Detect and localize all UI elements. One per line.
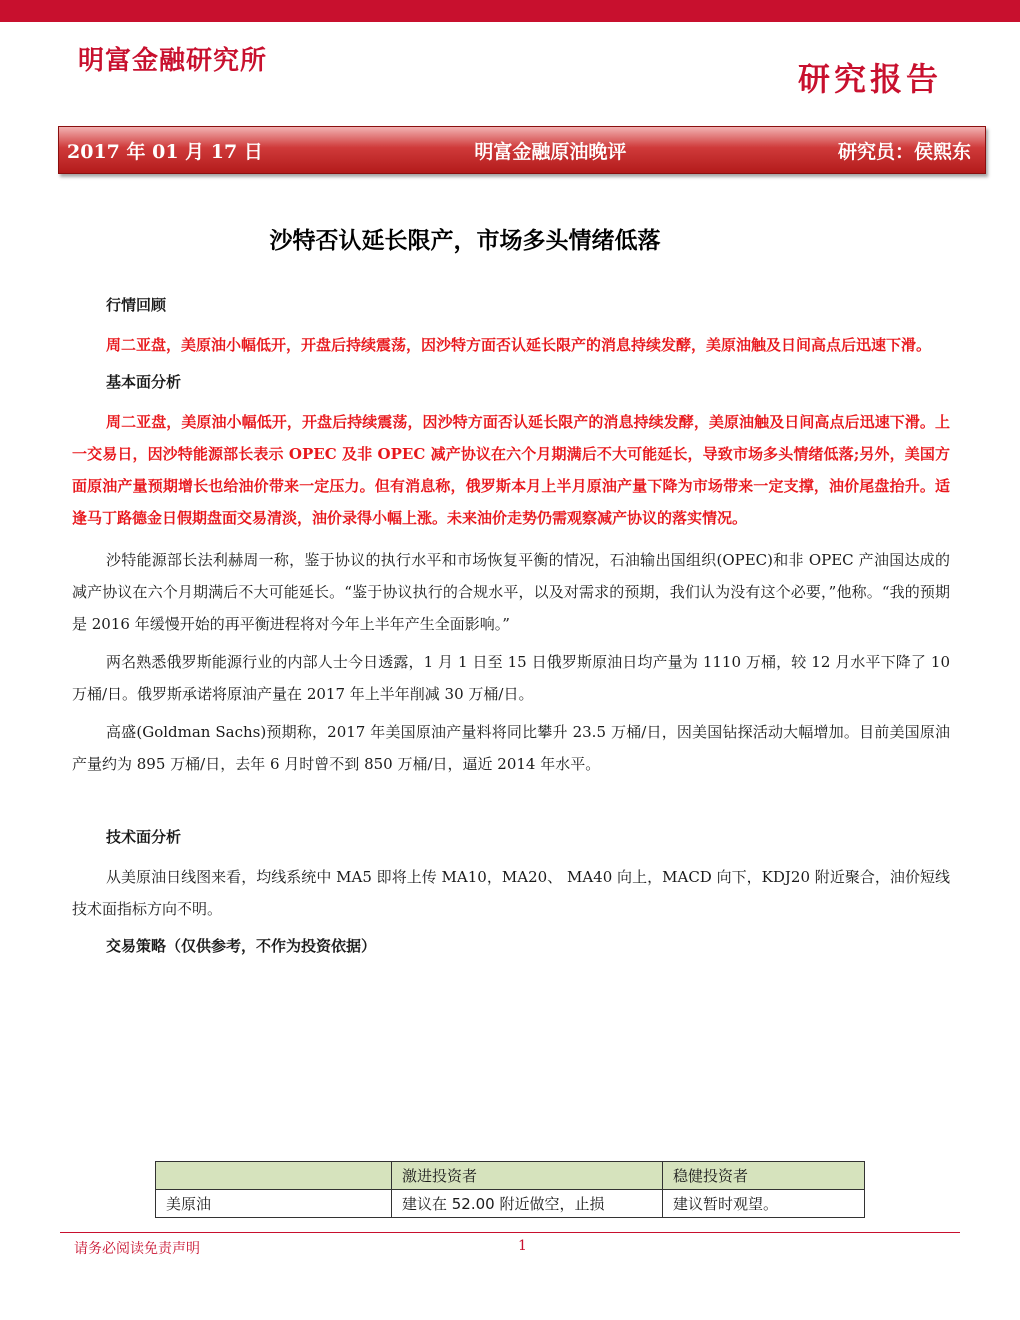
article-body [72,294,950,970]
company-logo: 明富金融研究所 [78,46,268,76]
table-cell: 建议暂时观望。 [663,1190,865,1218]
header-banner [58,126,986,174]
report-date: 2017 年 01 月 17 日 [67,140,263,163]
section-heading-technical: 技术面分析 [106,828,182,846]
table-header-cell: 稳健投资者 [663,1162,865,1190]
column-title: 明富金融原油晚评 [474,140,627,163]
table-cell: 建议在 52.00 附近做空，止损 [392,1190,663,1218]
article-headline: 沙特否认延长限产，市场多头情绪低落 [269,228,661,254]
researcher-name: 研究员：侯熙东 [837,140,971,163]
strategy-table [155,1161,865,1218]
table-cell: 美原油 [156,1190,392,1218]
table-row [156,1190,865,1218]
table-header-cell [156,1162,392,1190]
footer-divider [60,1232,960,1233]
review-paragraph: 周二亚盘，美原油小幅低开，开盘后持续震荡，因沙特方面否认延长限产的消息持续发酵，美原油触及日间高点后迅速下滑。 [106,336,932,354]
fundamental-paragraph: 周二亚盘，美原油小幅低开，开盘后持续震荡，因沙特方面否认延长限产的消息持续发酵，美原油触及日间高点后迅速下滑。上一交易日，因沙特能源部长表示 OPEC 及非 OPEC 减产协议在六个月期满后不大可能延长，导致市场多头情绪低落;另外，美国方面原油产量预期增长也给油价带来一定压力。但有消息称，俄罗斯本月上半月原油产量下降为市场带来一定支撑，油价尾盘抬升。适逢马丁路德金日假期盘面交易清淡，油价录得小幅上涨。未来油价走势仍需观察减产协议的落实情况。 [72,413,950,527]
page-number: 1 [518,1238,527,1254]
section-heading-strategy: 交易策略（仅供参考，不作为投资依据） [106,937,377,955]
disclaimer-note: 请务必阅读免责声明 [74,1241,200,1257]
section-heading-fundamental: 基本面分析 [106,373,182,391]
report-type-title: 研究报告 [797,60,942,98]
technical-paragraph: 从美原油日线图来看，均线系统中 MA5 即将上传 MA10，MA20、 MA40 向上，MACD 向下，KDJ20 附近聚合，油价短线技术面指标方向不明。 [72,868,950,918]
table-header-row [156,1162,865,1190]
body-paragraph-goldman: 高盛(Goldman Sachs)预期称，2017 年美国原油产量料将同比攀升 23.5 万桶/日，因美国钻探活动大幅增加。目前美国原油产量约为 895 万桶/日，去年 6 月时曾不到 850 万桶/日，逼近 2014 年水平。 [72,723,950,773]
table-header-cell: 激进投资者 [392,1162,663,1190]
section-heading-review: 行情回顾 [106,296,167,314]
top-accent-bar [0,0,1020,22]
body-paragraph-russia: 两名熟悉俄罗斯能源行业的内部人士今日透露，1 月 1 日至 15 日俄罗斯原油日均产量为 1110 万桶，较 12 月水平下降了 10 万桶/日。俄罗斯承诺将原油产量在 2017 年上半年削减 30 万桶/日。 [72,653,950,703]
body-paragraph-saudi: 沙特能源部长法利赫周一称，鉴于协议的执行水平和市场恢复平衡的情况，石油输出国组织(OPEC)和非 OPEC 产油国达成的减产协议在六个月期满后不大可能延长。“鉴于协议执行的合规水平，以及对需求的预期，我们认为没有这个必要，”他称。“我的预期是 2016 年缓慢开始的再平衡进程将对今年上半年产生全面影响。” [72,551,950,633]
